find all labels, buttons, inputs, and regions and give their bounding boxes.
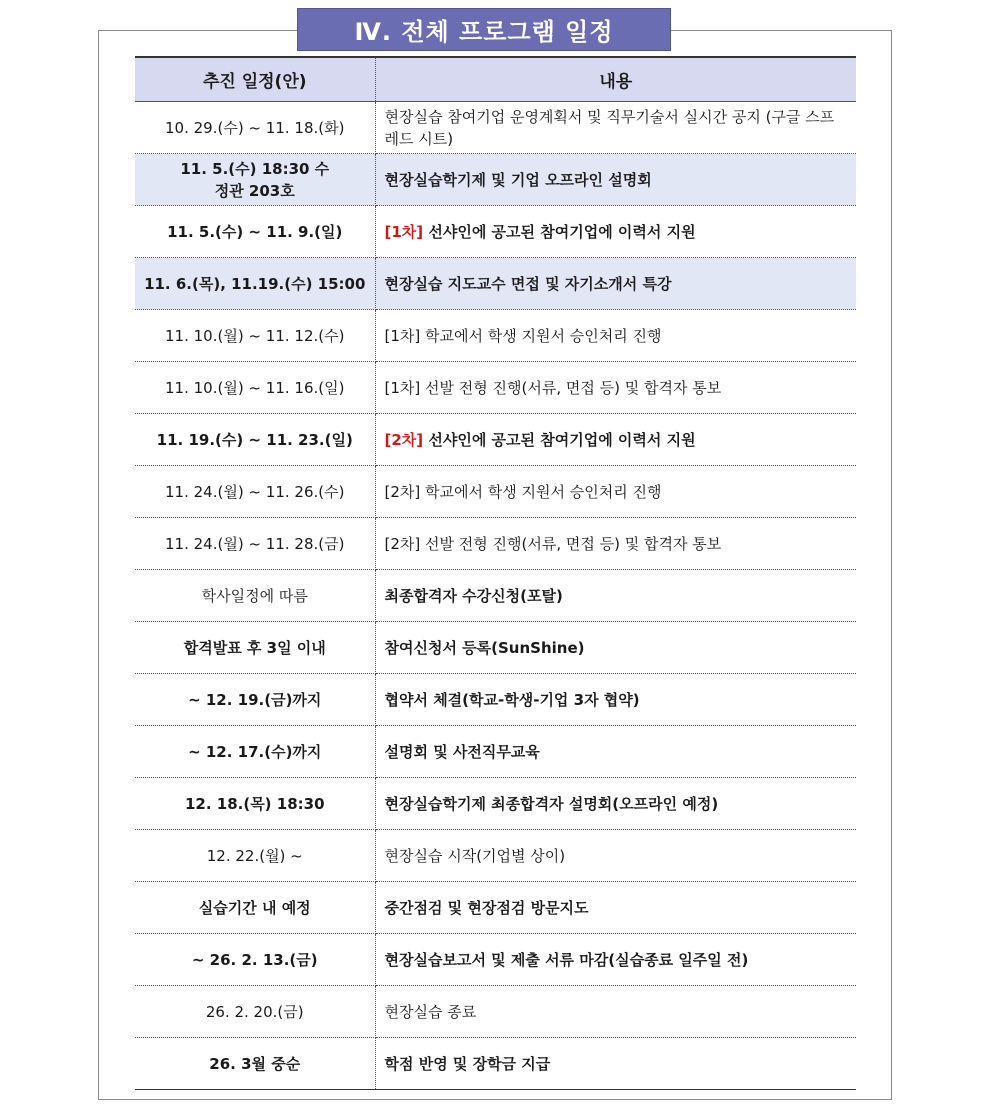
table-row [135, 414, 856, 466]
row-content: [1차] 학교에서 학생 지원서 승인처리 진행 [375, 310, 856, 362]
row-content [375, 206, 856, 258]
row-content: 현장실습보고서 및 제출 서류 마감(실습종료 일주일 전) [375, 934, 856, 986]
table-row [135, 778, 856, 830]
table-row [135, 882, 856, 934]
schedule-table [135, 56, 856, 1090]
row-date: 12. 22.(월) ~ [135, 830, 375, 882]
round-tag: [2차] [384, 430, 424, 449]
section-title: Ⅳ. 전체 프로그램 일정 [297, 8, 671, 51]
table-row [135, 466, 856, 518]
row-content: 협약서 체결(학교-학생-기업 3자 협약) [375, 674, 856, 726]
row-date: 11. 5.(수) 18:30 수정관 203호 [135, 154, 375, 206]
row-date: ~ 26. 2. 13.(금) [135, 934, 375, 986]
row-date: 11. 24.(월) ~ 11. 28.(금) [135, 518, 375, 570]
table-row [135, 102, 856, 154]
row-date: 10. 29.(수) ~ 11. 18.(화) [135, 102, 375, 154]
table-row [135, 310, 856, 362]
row-content: 설명회 및 사전직무교육 [375, 726, 856, 778]
table-row [135, 986, 856, 1038]
row-date: 11. 19.(수) ~ 11. 23.(일) [135, 414, 375, 466]
row-content: 참여신청서 등록(SunShine) [375, 622, 856, 674]
row-date: 12. 18.(목) 18:30 [135, 778, 375, 830]
row-content: [2차] 학교에서 학생 지원서 승인처리 진행 [375, 466, 856, 518]
round-tag: [1차] [384, 222, 424, 241]
table-header-row [135, 57, 856, 102]
table-row [135, 674, 856, 726]
row-content: 현장실습 참여기업 운영계획서 및 직무기술서 실시간 공지 (구글 스프레드 시트) [375, 102, 856, 154]
row-content [375, 414, 856, 466]
table-row [135, 258, 856, 310]
header-schedule: 추진 일정(안) [135, 57, 375, 102]
table-row [135, 570, 856, 622]
row-content: [2차] 선발 전형 진행(서류, 면접 등) 및 합격자 통보 [375, 518, 856, 570]
table-row [135, 1038, 856, 1090]
row-content: 학점 반영 및 장학금 지급 [375, 1038, 856, 1090]
row-content: 현장실습 종료 [375, 986, 856, 1038]
table-row [135, 362, 856, 414]
table-row [135, 726, 856, 778]
table-row [135, 622, 856, 674]
row-date: 실습기간 내 예정 [135, 882, 375, 934]
row-date: 11. 10.(월) ~ 11. 16.(일) [135, 362, 375, 414]
row-date: 11. 6.(목), 11.19.(수) 15:00 [135, 258, 375, 310]
row-date: 11. 10.(월) ~ 11. 12.(수) [135, 310, 375, 362]
table-row [135, 154, 856, 206]
row-content: 중간점검 및 현장점검 방문지도 [375, 882, 856, 934]
table-row [135, 206, 856, 258]
row-content: 현장실습 시작(기업별 상이) [375, 830, 856, 882]
row-content-text: 선샤인에 공고된 참여기업에 이력서 지원 [423, 430, 696, 449]
row-content: 현장실습학기제 및 기업 오프라인 설명회 [375, 154, 856, 206]
row-content: 현장실습 지도교수 면접 및 자기소개서 특강 [375, 258, 856, 310]
row-date: 11. 5.(수) ~ 11. 9.(일) [135, 206, 375, 258]
header-content: 내용 [375, 57, 856, 102]
row-date: 학사일정에 따름 [135, 570, 375, 622]
row-date: 26. 2. 20.(금) [135, 986, 375, 1038]
table-row [135, 830, 856, 882]
row-content-text: 선샤인에 공고된 참여기업에 이력서 지원 [423, 222, 696, 241]
row-date: ~ 12. 17.(수)까지 [135, 726, 375, 778]
row-date: 26. 3월 중순 [135, 1038, 375, 1090]
table-row [135, 934, 856, 986]
row-date: 11. 24.(월) ~ 11. 26.(수) [135, 466, 375, 518]
table-row [135, 518, 856, 570]
row-content: 현장실습학기제 최종합격자 설명회(오프라인 예정) [375, 778, 856, 830]
row-content: 최종합격자 수강신청(포탈) [375, 570, 856, 622]
row-date: 합격발표 후 3일 이내 [135, 622, 375, 674]
row-date: ~ 12. 19.(금)까지 [135, 674, 375, 726]
row-content: [1차] 선발 전형 진행(서류, 면접 등) 및 합격자 통보 [375, 362, 856, 414]
